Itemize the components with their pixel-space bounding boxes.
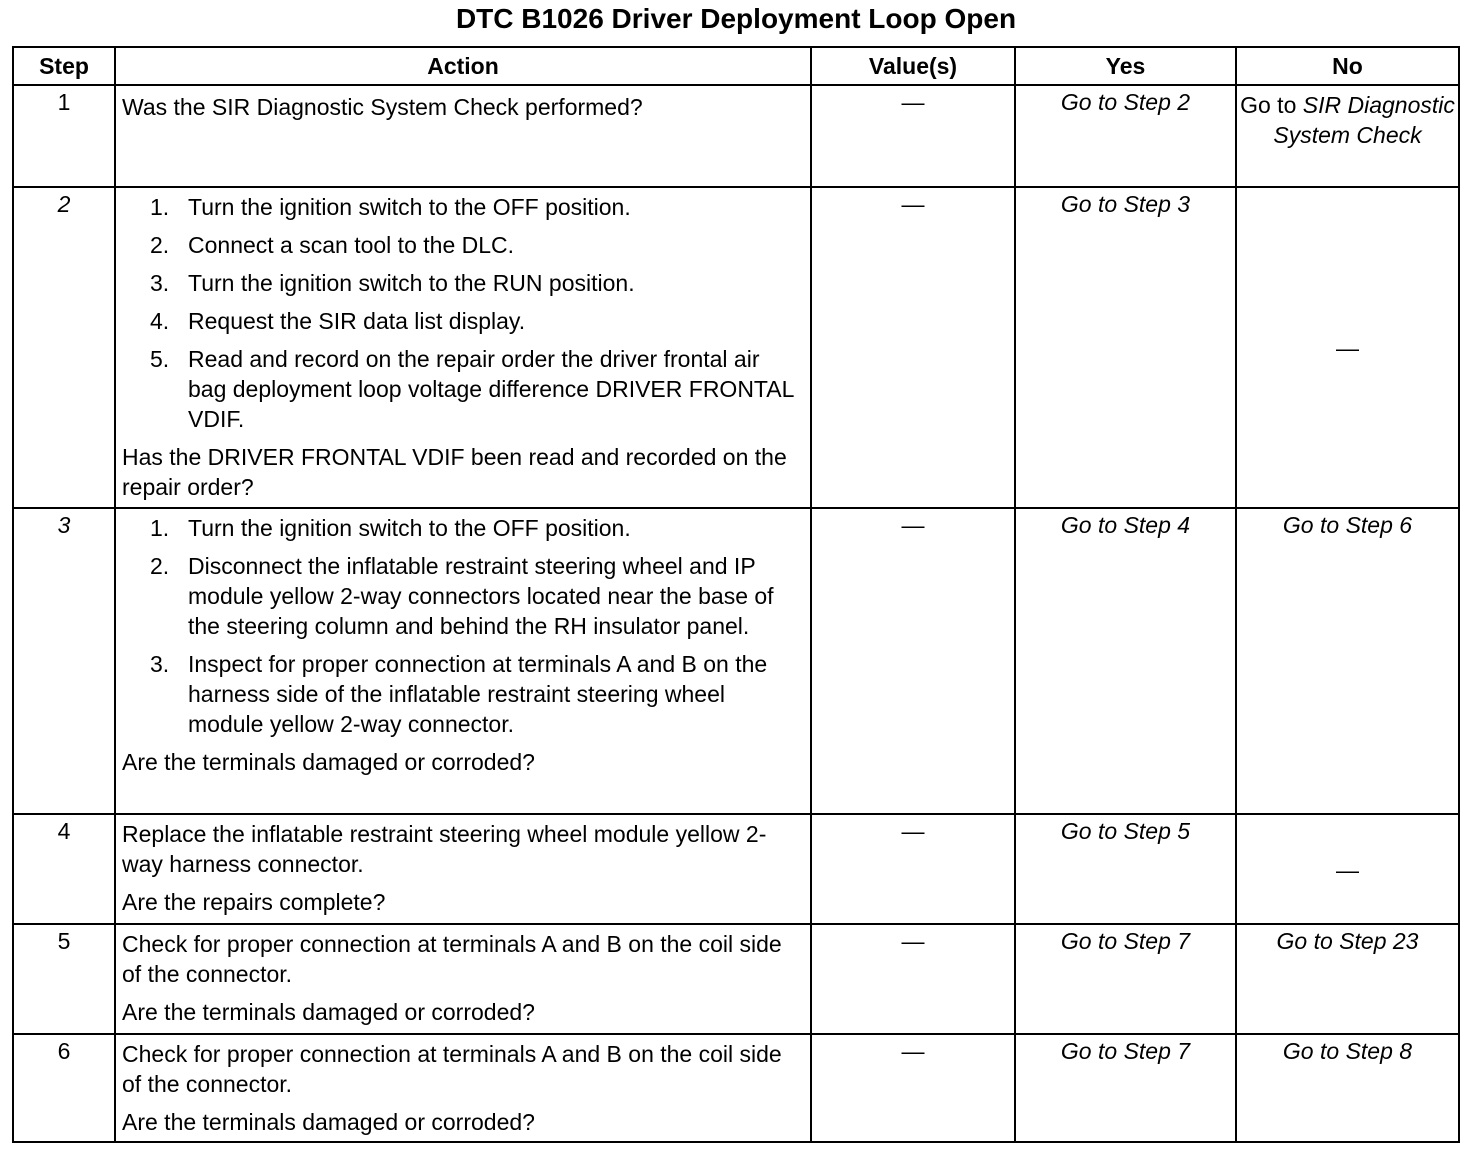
diagnostic-table	[12, 46, 1460, 1143]
value-cell: —	[811, 924, 1015, 1034]
action-cell	[115, 814, 811, 924]
yes-cell: Go to Step 7	[1015, 1034, 1236, 1142]
step-number: 4	[13, 814, 115, 924]
step-number: 5	[13, 924, 115, 1034]
table-row-step-2	[13, 187, 1459, 508]
step-number: 3	[13, 508, 115, 814]
action-text: Check for proper connection at terminals A and B on the coil side of the connector.	[122, 1041, 782, 1097]
action-cell	[115, 1034, 811, 1142]
no-cell: —	[1236, 187, 1459, 508]
table-row-step-3	[13, 508, 1459, 814]
action-question: Are the repairs complete?	[122, 889, 386, 915]
action-cell	[115, 924, 811, 1034]
list-item: 2. Disconnect the inflatable restraint steering wheel and IP module yellow 2-way connectors located near the base of the steering column and behind the RH insulator panel.	[150, 553, 774, 639]
table-row-step-1	[13, 85, 1459, 187]
no-cell: —	[1236, 814, 1459, 924]
procedure-list	[122, 513, 804, 739]
no-prefix: Go to	[1240, 92, 1297, 118]
action-question: Are the terminals damaged or corroded?	[122, 749, 535, 775]
yes-cell: Go to Step 3	[1015, 187, 1236, 508]
header-action: Action	[115, 47, 811, 85]
header-no: No	[1236, 47, 1459, 85]
table-row-step-6	[13, 1034, 1459, 1142]
step-number: 6	[13, 1034, 115, 1142]
header-step: Step	[13, 47, 115, 85]
list-item: 3. Inspect for proper connection at terminals A and B on the harness side of the inflatable restraint steering wheel module yellow 2-way connector.	[150, 651, 768, 737]
value-cell: —	[811, 85, 1015, 187]
yes-cell: Go to Step 7	[1015, 924, 1236, 1034]
list-item: 4. Request the SIR data list display.	[150, 308, 526, 334]
step-number: 2	[13, 187, 115, 508]
list-item: 1. Turn the ignition switch to the OFF position.	[150, 515, 631, 541]
action-cell	[115, 187, 811, 508]
action-question: Has the DRIVER FRONTAL VDIF been read and recorded on the repair order?	[122, 444, 787, 500]
document-title: DTC B1026 Driver Deployment Loop Open	[455, 3, 1017, 34]
no-cell: Go to Step 23	[1236, 924, 1459, 1034]
action-question: Was the SIR Diagnostic System Check performed?	[122, 94, 643, 120]
value-cell: —	[811, 508, 1015, 814]
step-number: 1	[13, 85, 115, 187]
value-cell: —	[811, 1034, 1015, 1142]
action-cell	[115, 508, 811, 814]
list-item: 1. Turn the ignition switch to the OFF position.	[150, 194, 631, 220]
no-link-text: SIR Diagnostic System Check	[1273, 92, 1455, 148]
header-yes: Yes	[1015, 47, 1236, 85]
no-cell: Go to Step 8	[1236, 1034, 1459, 1142]
action-question: Are the terminals damaged or corroded?	[122, 1109, 535, 1135]
list-item: 5. Read and record on the repair order the driver frontal air bag deployment loop voltage difference DRIVER FRONTAL VDIF.	[150, 346, 794, 432]
procedure-list	[122, 192, 804, 434]
value-cell: —	[811, 187, 1015, 508]
list-item: 3. Turn the ignition switch to the RUN position.	[150, 270, 635, 296]
table-row-step-4	[13, 814, 1459, 924]
table-row-step-5	[13, 924, 1459, 1034]
value-cell: —	[811, 814, 1015, 924]
list-item: 2. Connect a scan tool to the DLC.	[150, 232, 515, 258]
no-cell	[1236, 85, 1459, 187]
header-row	[13, 47, 1459, 85]
yes-cell: Go to Step 2	[1015, 85, 1236, 187]
yes-cell: Go to Step 4	[1015, 508, 1236, 814]
action-cell	[115, 85, 811, 187]
action-text: Replace the inflatable restraint steering wheel module yellow 2-way harness connector.	[122, 821, 767, 877]
yes-cell: Go to Step 5	[1015, 814, 1236, 924]
action-question: Are the terminals damaged or corroded?	[122, 999, 535, 1025]
header-values: Value(s)	[811, 47, 1015, 85]
no-cell: Go to Step 6	[1236, 508, 1459, 814]
action-text: Check for proper connection at terminals A and B on the coil side of the connector.	[122, 931, 782, 987]
